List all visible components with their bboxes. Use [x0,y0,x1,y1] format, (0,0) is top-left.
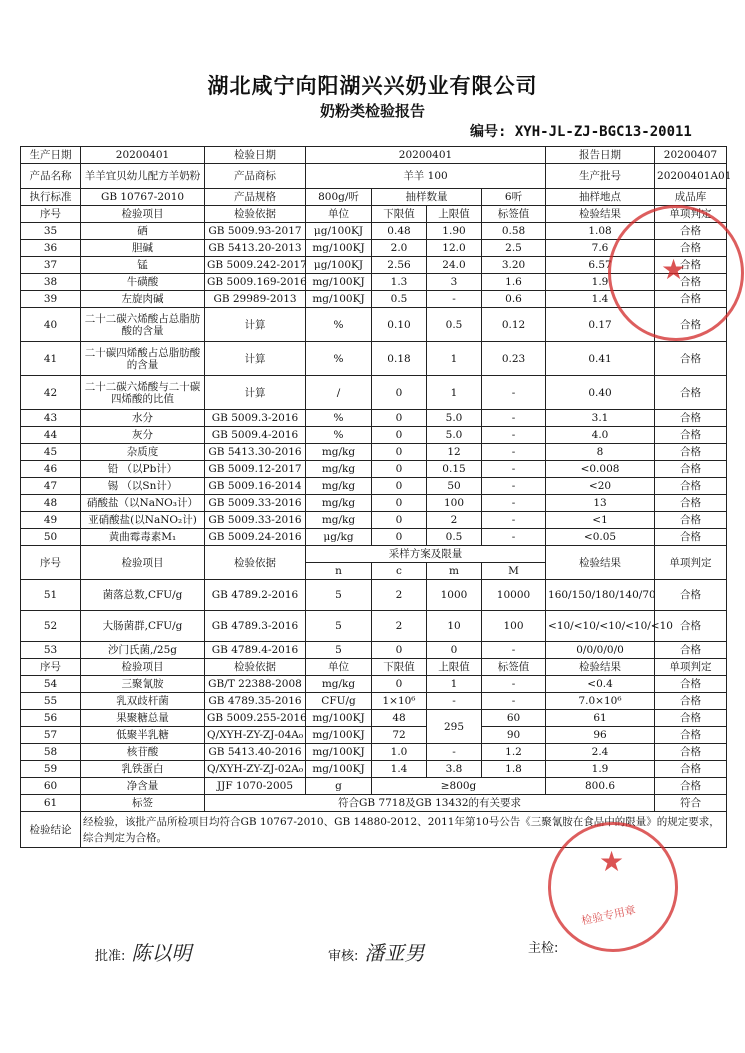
reviewer-signature: 审核: 潘亚男 [328,941,425,965]
table-row: 54 三聚氰胺 GB/T 22388-2008 mg/kg 0 1 - <0.4 合格 [21,676,727,693]
table-row: 53 沙门氏菌,/25g GB 4789.4-2016 5 0 0 - 0/0/0/0/0 合格 [21,642,727,659]
table-row: 60 净含量 JJF 1070-2005 g ≥800g 800.6 合格 [21,778,727,795]
prod-date: 20200401 [81,147,205,164]
sampling-plan-label: 采样方案及限量 [306,546,546,563]
brand-label: 产品商标 [205,164,306,189]
spec: 800g/听 [306,189,372,206]
table-row: 44 灰分 GB 5009.4-2016 % 0 5.0 - 4.0 合格 [21,427,727,444]
table-row: 43 水分 GB 5009.3-2016 % 0 5.0 - 3.1 合格 [21,410,727,427]
approver-signature: 批准: 陈以明 [95,941,192,965]
table-row: 59 乳铁蛋白 Q/XYH-ZY-ZJ-02A₀ mg/100KJ 1.4 3.8 1.8 1.9 合格 [21,761,727,778]
table-row: 57 低聚半乳糖 Q/XYH-ZY-ZJ-04A₀ mg/100KJ 72 90 96 合格 [21,727,727,744]
report-number: 编号: XYH-JL-ZJ-BGC13-20011 [470,124,692,140]
header-lower: 下限值 [372,206,427,223]
micro-header-row-1: 序号 检验项目 检验依据 采样方案及限量 检验结果 单项判定 [21,546,727,563]
spec-label: 产品规格 [205,189,306,206]
header-no: 序号 [21,206,81,223]
star-icon: ★ [661,253,687,286]
report-date-label: 报告日期 [546,147,655,164]
sample-loc-label: 抽样地点 [546,189,655,206]
info-row-3 [21,189,727,206]
conclusion-row [21,812,727,848]
header-upper: 上限值 [427,206,482,223]
standard-label: 执行标准 [21,189,81,206]
conclusion-text: 经检验，该批产品所检项目均符合GB 10767-2010、GB 14880-2012、2011年第10号公告《三聚氰胺在食品中的限量》的规定要求，综合判定为合格。 [81,812,727,848]
table-header [21,206,727,223]
table-row: 61 标签 符合GB 7718及GB 13432的有关要求 符合 [21,795,727,812]
inspection-table [20,146,732,848]
standard: GB 10767-2010 [81,189,205,206]
table-row: 39 左旋肉碱 GB 29989-2013 mg/100KJ 0.5 - 0.6 1.4 合格 [21,291,727,308]
table-row: 35 硒 GB 5009.93-2017 μg/100KJ 0.48 1.90 0.58 1.08 合格 [21,223,727,240]
table-row: 56 果聚糖总量 GB 5009.255-2016 mg/100KJ 48 295 60 61 合格 [21,710,727,727]
star-icon: ★ [599,845,625,878]
micro-header-row-2: n c m M [21,563,727,580]
header-result: 检验结果 [546,206,655,223]
conclusion-label: 检验结论 [21,812,81,848]
info-row-1 [21,147,727,164]
sample-loc: 成品库 [655,189,727,206]
table-row: 55 乳双歧杆菌 GB 4789.35-2016 CFU/g 1×10⁶ - - 7.0×10⁶ 合格 [21,693,727,710]
product-name-label: 产品名称 [21,164,81,189]
table-row: 36 胆碱 GB 5413.20-2013 mg/100KJ 2.0 12.0 2.5 7.6 合格 [21,240,727,257]
test-date: 20200401 [306,147,546,164]
header-item: 检验项目 [81,206,205,223]
header-basis: 检验依据 [205,206,306,223]
prod-date-label: 生产日期 [21,147,81,164]
table-row: 52 大肠菌群,CFU/g GB 4789.3-2016 5 2 10 100 <10/<10/<10/<10/<10 合格 [21,611,727,642]
table-row: 37 锰 GB 5009.242-2017 μg/100KJ 2.56 24.0 3.20 6.57 合格 [21,257,727,274]
table-header-2: 序号 检验项目 检验依据 单位 下限值 上限值 标签值 检验结果 单项判定 [21,659,727,676]
table-row: 42 二十二碳六烯酸与二十碳四烯酸的比值 计算 / 0 1 - 0.40 合格 [21,376,727,410]
report-title: 奶粉类检验报告 [319,102,425,120]
company-name: 湖北咸宁向阳湖兴兴奶业有限公司 [207,74,538,98]
product-name: 羊羊宜贝幼儿配方羊奶粉 [81,164,205,189]
tester-signature: 主检: [528,941,559,956]
header-label: 标签值 [482,206,546,223]
batch-label: 生产批号 [546,164,655,189]
table-row: 46 铅 （以Pb计） GB 5009.12-2017 mg/kg 0 0.15 - <0.008 合格 [21,461,727,478]
table-row: 47 锡 （以Sn计） GB 5009.16-2014 mg/kg 0 50 - <20 合格 [21,478,727,495]
table-row: 45 杂质度 GB 5413.30-2016 mg/kg 0 12 - 8 合格 [21,444,727,461]
report-date: 20200407 [655,147,727,164]
brand: 羊羊 100 [306,164,546,189]
info-row-2 [21,164,727,189]
seal-label: 检验专用章 [580,903,637,928]
sample-qty: 6听 [482,189,546,206]
test-date-label: 检验日期 [205,147,306,164]
header-unit: 单位 [306,206,372,223]
table-row: 40 二十二碳六烯酸占总脂肪酸的含量 计算 % 0.10 0.5 0.12 0.17 合格 [21,308,727,342]
table-row: 49 亚硝酸盐(以NaNO₂计) GB 5009.33-2016 mg/kg 0 2 - <1 合格 [21,512,727,529]
header-judge: 单项判定 [655,206,727,223]
batch: 20200401A01 [655,164,727,189]
table-row: 50 黄曲霉毒素M₁ GB 5009.24-2016 μg/kg 0 0.5 - <0.05 合格 [21,529,727,546]
table-row: 48 硝酸盐（以NaNO₃计） GB 5009.33-2016 mg/kg 0 100 - 13 合格 [21,495,727,512]
sample-qty-label: 抽样数量 [372,189,482,206]
table-row: 38 牛磺酸 GB 5009.169-2016 mg/100KJ 1.3 3 1.6 1.9 合格 [21,274,727,291]
table-row: 41 二十碳四烯酸占总脂肪酸的含量 计算 % 0.18 1 0.23 0.41 合格 [21,342,727,376]
table-row: 51 菌落总数,CFU/g GB 4789.2-2016 5 2 1000 10000 160/150/180/140/70 合格 [21,580,727,611]
table-row: 58 核苷酸 GB 5413.40-2016 mg/100KJ 1.0 - 1.2 2.4 合格 [21,744,727,761]
